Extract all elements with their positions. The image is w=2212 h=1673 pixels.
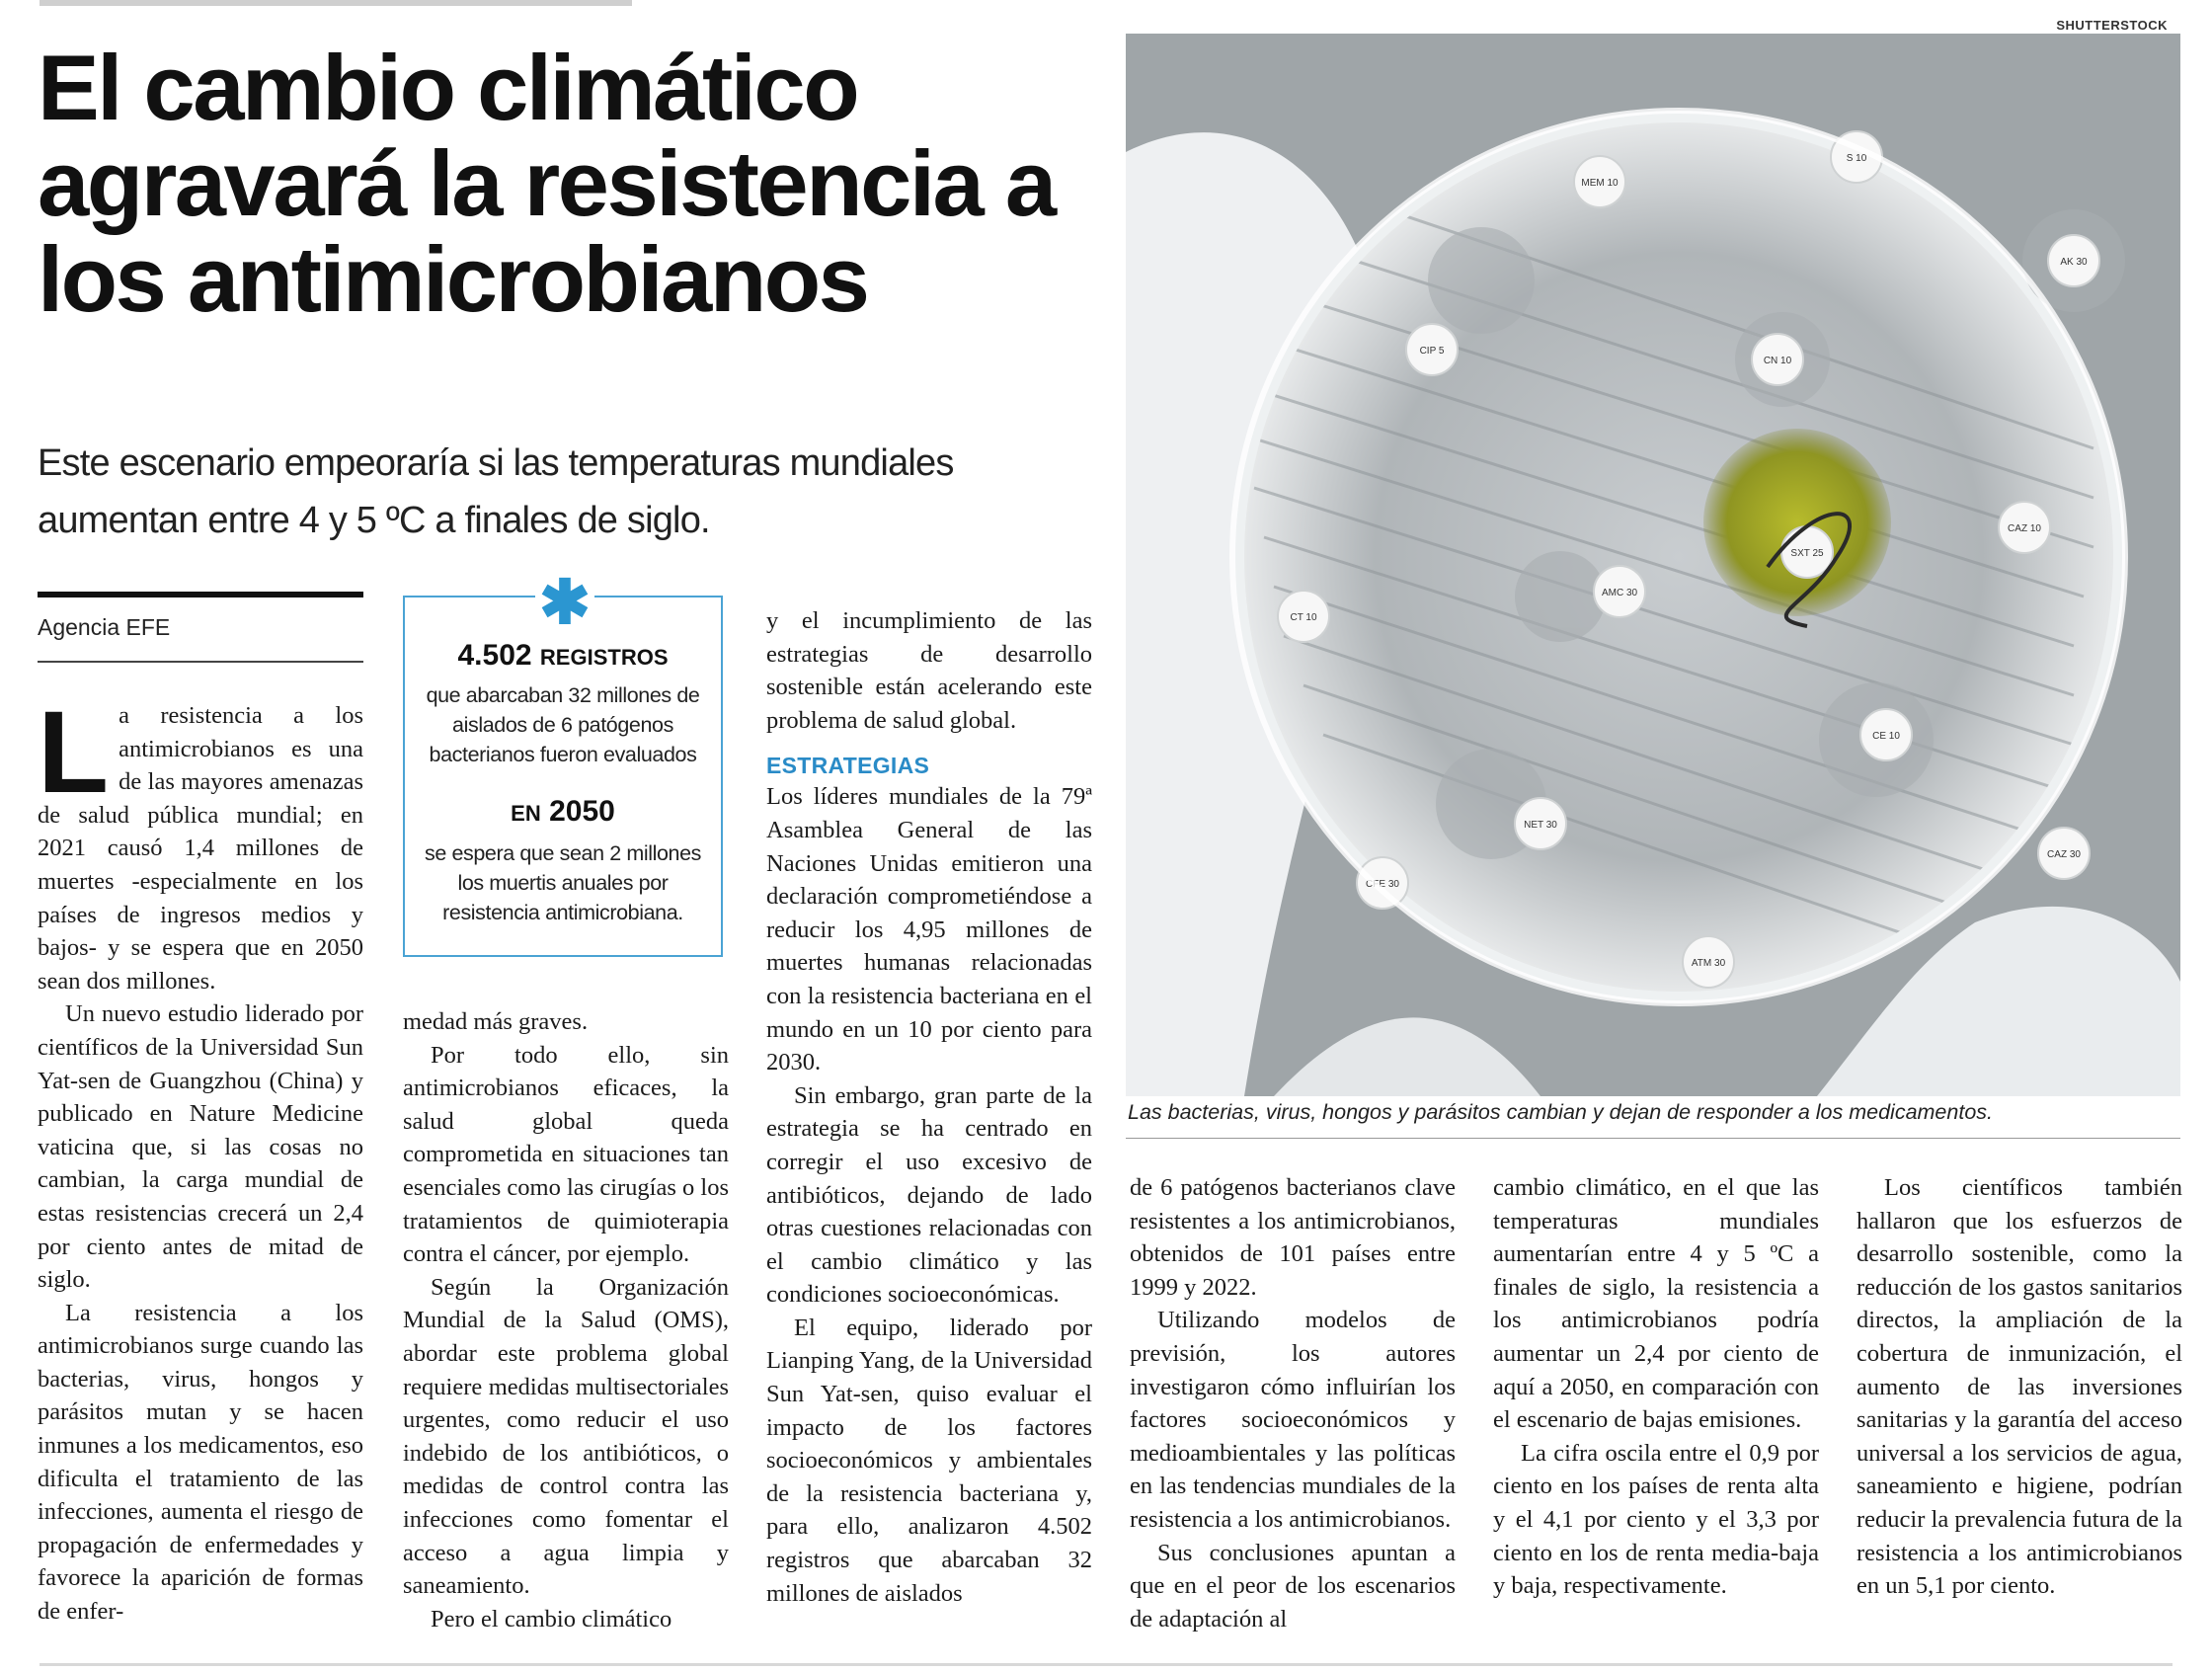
disk-label: NET 30 <box>1524 820 1557 831</box>
disk-label: ATM 30 <box>1691 958 1726 969</box>
paragraph-continuation: medad más graves. <box>403 1008 589 1035</box>
paragraph: El equipo, liderado por Lianping Yang, de la Universidad Sun Yat-sen, quiso evaluar el impacto de los factores socioeconómicos y ambientales de la resistencia bacteriana y, para ello, analizaron 4.502 registros que abarcaban 32 millones de aislados <box>766 1314 1092 1607</box>
fact-figure-records: 4.502 REGISTROS <box>457 639 669 672</box>
disk-label: CIP 5 <box>1419 346 1445 357</box>
byline-bottom-rule <box>38 661 363 663</box>
disk-label: CAZ 10 <box>2008 523 2041 534</box>
paragraph: Por todo ello, sin antimicrobianos eficaces, la salud global queda comprometida en situaciones tan esenciales como las cirugías o los tratamientos de quimioterapia contra el cáncer, por ejemplo. <box>403 1041 729 1268</box>
paragraph: Sus conclusiones apuntan a que en el peor de los escenarios de adaptación al <box>1130 1539 1456 1633</box>
subheadline-deck: Este escenario empeoraría si las temperaturas mundiales aumentan entre 4 y 5 ºC a finales de siglo. <box>38 442 954 541</box>
paragraph: Utilizando modelos de previsión, los autores investigaron cómo influirían los factores socioeconómicos y medioambientales y las políticas en las tendencias mundiales de la resistencia a los antimicrobianos. <box>1130 1307 1456 1533</box>
headline: El cambio climático agravará la resistencia a los antimicrobianos <box>38 36 1055 331</box>
fact-text-year: se espera que sean 2 millones los muertis anuales por resistencia antimicrobiana. <box>424 841 702 924</box>
paragraph: Según la Organización Mundial de la Salud (OMS), abordar este problema global requiere medidas multisectoriales urgentes, como reducir el uso indebido de los antibióticos, o medidas de control contra las infecciones como fomentar el acceso a agua limpia y saneamiento. <box>403 1273 729 1600</box>
disk-label: CT 10 <box>1290 612 1317 623</box>
article-column-4 <box>1130 1171 1456 1635</box>
section-subhead: ESTRATEGIAS <box>766 753 930 779</box>
article-column-5 <box>1493 1171 1819 1603</box>
disk-label: MEM 10 <box>1581 178 1619 189</box>
paragraph: Los científicos también hallaron que los esfuerzos de desarrollo sostenible, como la reducción de los gastos sanitarios directos, la ampliación de la cobertura de inmunización, el aumento de las inversiones sanitarias y la garantía del acceso universal a los servicios de agua, saneamiento e higiene, podrían reducir la prevalencia futura de la resistencia a los antimicrobianos en un 5,1 por ciento. <box>1856 1174 2182 1600</box>
paragraph: Sin embargo, gran parte de la estrategia se ha centrado en corregir el uso excesivo de antibióticos, dejando de lado otras cuestiones relacionadas con el cambio climático y las condiciones socioeconómicas. <box>766 1081 1092 1309</box>
paragraph-continuation: y el incumplimiento de las estrategias de desarrollo sostenible están acelerando este problema de salud global. <box>766 607 1092 734</box>
disk-label: CAZ 30 <box>2047 849 2081 860</box>
article-column-3 <box>766 604 1092 1610</box>
byline: Agencia EFE <box>38 614 171 640</box>
petri-dish-illustration <box>1126 34 2180 1096</box>
caption-rule <box>1126 1138 2180 1139</box>
bottom-rule <box>40 1663 2172 1666</box>
photo-caption: Las bacterias, virus, hongos y parásitos cambian y dejan de responder a los medicamentos. <box>1128 1100 1993 1124</box>
disk-label: CN 10 <box>1763 356 1792 366</box>
paragraph: Un nuevo estudio liderado por científicos de la Universidad Sun Yat-sen de Guangzhou (China) y publicado en Nature Medicine vaticina que, si las cosas no cambian, la carga mundial de estas resistencias crecerá un 2,4 por ciento antes de mitad de siglo. <box>38 1000 363 1294</box>
lead-paragraph: La resistencia a los antimicrobianos es una de las mayores amenazas de salud pública mundial; en 2021 causó 1,4 millones de muertes -especialmente en los países de ingresos medios y bajos- y se espera que en 2050 sean dos millones. <box>38 687 363 995</box>
disk-label: CFE 30 <box>1366 879 1399 890</box>
drop-cap: L <box>38 687 110 818</box>
paragraph: La resistencia a los antimicrobianos surge cuando las bacterias, virus, hongos y parásitos mutan y se hacen inmunes a los medicamentos, eso dificulta el tratamiento de las infecciones, aumenta el riesgo de propagación de enfermedades y favorece la aparición de formas de enfer- <box>38 1299 363 1626</box>
paragraph: La cifra oscila entre el 0,9 por ciento en los países de renta alta y el 4,1 por ciento y el 3,3 por ciento en los de renta media-baja y baja, respectivamente. <box>1493 1439 1819 1600</box>
petri-dish-photo <box>1126 34 2180 1096</box>
top-section-band <box>40 0 632 6</box>
fact-text-records: que abarcaban 32 millones de aislados de 6 patógenos bacterianos fueron evaluados <box>426 683 700 766</box>
paragraph: Pero el cambio climático <box>431 1605 672 1633</box>
paragraph-continuation: cambio climático, en el que las temperaturas mundiales aumentarían entre 4 y 5 ºC a finales de siglo, la resistencia a los antimicrobianos podría aumentar un 2,4 por ciento de aquí a 2050, en comparación con el escenario de bajas emisiones. <box>1493 1174 1819 1434</box>
article-column-1 <box>38 687 363 1629</box>
article-column-6 <box>1856 1171 2182 1603</box>
photo-credit: SHUTTERSTOCK <box>2056 18 2168 33</box>
disk-label: SXT 25 <box>1790 548 1824 559</box>
disk-label: AMC 30 <box>1601 588 1638 598</box>
fact-box <box>403 569 723 957</box>
disk-label: S 10 <box>1846 153 1867 164</box>
disk-label: AK 30 <box>2060 257 2088 268</box>
paragraph: Los líderes mundiales de la 79ª Asamblea General de las Naciones Unidas emitieron una declaración comprometiéndose a reducir los 4,95 millones de muertes humanas relacionadas con la resistencia bacteriana en el mundo en un 10 por ciento para 2030. <box>766 783 1092 1076</box>
asterisk-icon: ✱ <box>535 576 594 631</box>
byline-top-rule <box>38 592 363 598</box>
disk-label: CE 10 <box>1872 731 1900 742</box>
article-column-2 <box>403 1005 729 1635</box>
fact-figure-year: EN 2050 <box>511 795 615 828</box>
paragraph-continuation: de 6 patógenos bacterianos clave resistentes a los antimicrobianos, obtenidos de 101 países entre 1999 y 2022. <box>1130 1174 1456 1301</box>
